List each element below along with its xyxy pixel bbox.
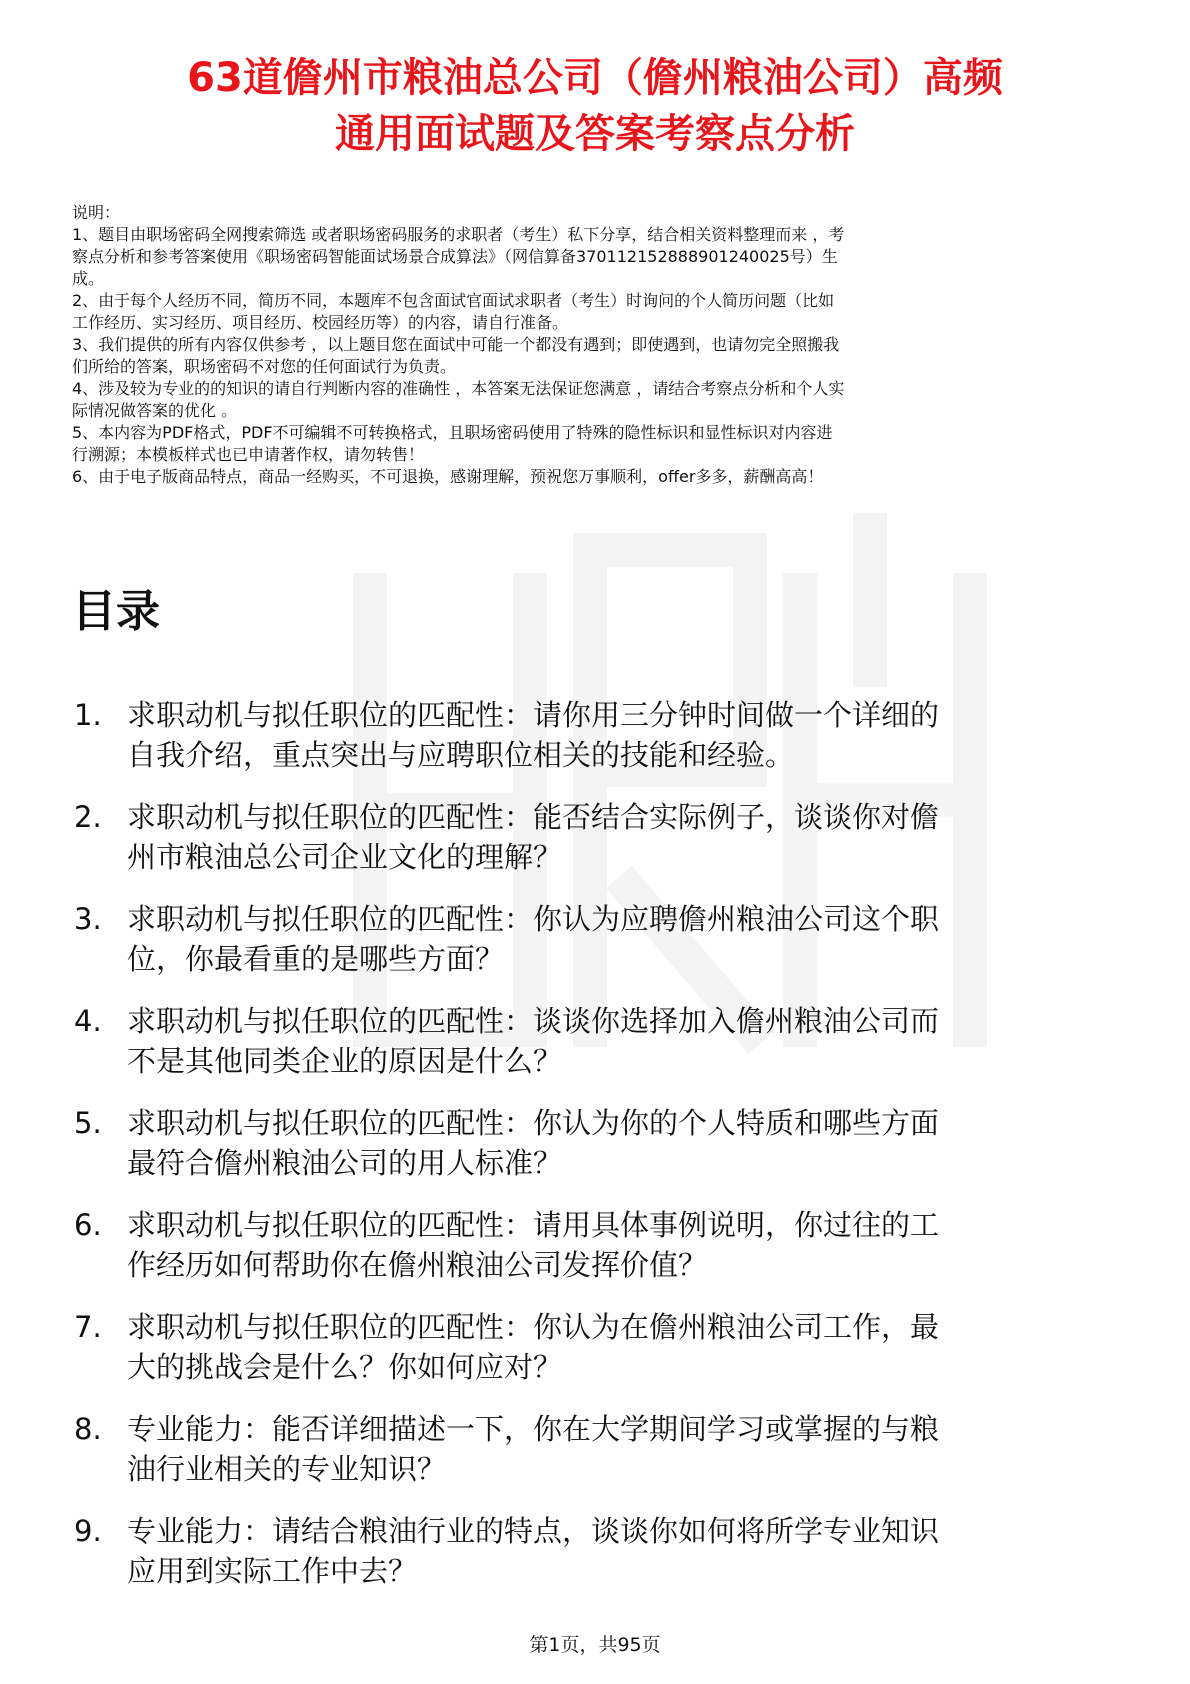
toc-item-text-line-2: 大的挑战会是什么？你如何应对？ xyxy=(127,1350,563,1384)
toc-item-text-line-1: 专业能力：能否详细描述一下，你在大学期间学习或掌握的与粮 xyxy=(127,1412,940,1446)
page-title-line-1: 63道儋州市粮油总公司（儋州粮油公司）高频 xyxy=(187,55,1003,101)
notes-line: 工作经历、实习经历、项目经历、校园经历等）的内容，请自行准备。 xyxy=(72,313,569,332)
toc-item-text-line-1: 求职动机与拟任职位的匹配性：你认为应聘儋州粮油公司这个职 xyxy=(127,902,940,936)
toc-item-3[interactable] xyxy=(72,899,1118,979)
toc-item-9[interactable] xyxy=(72,1511,1118,1591)
toc-item-text-line-2: 不是其他同类企业的原因是什么？ xyxy=(127,1044,563,1078)
notes-line: 成。 xyxy=(72,269,105,288)
toc-list xyxy=(72,695,1118,1613)
page-footer: 第1页，共95页 xyxy=(529,1634,661,1656)
toc-item-text-line-2: 应用到实际工作中去？ xyxy=(127,1554,418,1588)
toc-item-number: 3. xyxy=(74,902,102,936)
toc-item-text-line-1: 求职动机与拟任职位的匹配性：你认为在儋州粮油公司工作，最 xyxy=(127,1310,940,1344)
toc-item-text-line-2: 作经历如何帮助你在儋州粮油公司发挥价值？ xyxy=(127,1248,708,1282)
page-title xyxy=(60,50,1130,162)
toc-item-number: 2. xyxy=(74,800,102,834)
toc-item-7[interactable] xyxy=(72,1307,1118,1387)
toc-item-6[interactable] xyxy=(72,1205,1118,1285)
toc-item-8[interactable] xyxy=(72,1409,1118,1489)
toc-item-4[interactable] xyxy=(72,1001,1118,1081)
notes-line: 2、由于每个人经历不同，简历不同，本题库不包含面试官面试求职者（考生）时询问的个人简历问题（比如 xyxy=(72,291,835,310)
toc-item-text-line-1: 求职动机与拟任职位的匹配性：你认为你的个人特质和哪些方面 xyxy=(127,1106,940,1140)
notes-line: 行溯源；本模板样式也已申请著作权，请勿转售！ xyxy=(72,445,425,464)
toc-heading: 目录 xyxy=(72,586,160,637)
toc-item-text-line-1: 求职动机与拟任职位的匹配性：能否结合实际例子，谈谈你对儋 xyxy=(127,800,940,834)
toc-item-text-line-1: 求职动机与拟任职位的匹配性：请用具体事例说明，你过往的工 xyxy=(127,1208,940,1242)
notes-line: 1、题目由职场密码全网搜索筛选 或者职场密码服务的求职者（考生）私下分享，结合相关资料整理而来 ，考 xyxy=(72,225,845,244)
notes-line: 5、本内容为PDF格式，PDF不可编辑不可转换格式，且职场密码使用了特殊的隐性标识和显性标识对内容进 xyxy=(72,423,833,442)
toc-item-number: 7. xyxy=(74,1310,102,1344)
notes-block xyxy=(72,202,1118,488)
toc-item-1[interactable] xyxy=(72,695,1118,775)
toc-item-text-line-2: 自我介绍，重点突出与应聘职位相关的技能和经验。 xyxy=(127,738,795,772)
notes-line: 际情况做答案的优化 。 xyxy=(72,401,238,420)
toc-item-text-line-2: 油行业相关的专业知识？ xyxy=(127,1452,447,1486)
toc-item-2[interactable] xyxy=(72,797,1118,877)
toc-item-text-line-2: 最符合儋州粮油公司的用人标准？ xyxy=(127,1146,563,1180)
toc-item-5[interactable] xyxy=(72,1103,1118,1183)
toc-item-text-line-1: 专业能力：请结合粮油行业的特点，谈谈你如何将所学专业知识 xyxy=(127,1514,940,1548)
toc-item-number: 1. xyxy=(74,698,102,732)
toc-item-number: 8. xyxy=(74,1412,102,1446)
notes-line: 说明： xyxy=(72,203,121,222)
toc-item-number: 4. xyxy=(74,1004,102,1038)
toc-item-text-line-2: 州市粮油总公司企业文化的理解？ xyxy=(127,840,563,874)
notes-line: 4、涉及较为专业的的知识的请自行判断内容的准确性 ，本答案无法保证您满意 ，请结合考察点分析和个人实 xyxy=(72,379,845,398)
notes-line: 3、我们提供的所有内容仅供参考 ，以上题目您在面试中可能一个都没有遇到；即使遇到，也请勿完全照搬我 xyxy=(72,335,840,354)
toc-item-number: 6. xyxy=(74,1208,102,1242)
page-title-line-2: 通用面试题及答案考察点分析 xyxy=(335,111,855,157)
toc-item-text-line-2: 位，你最看重的是哪些方面？ xyxy=(127,942,505,976)
toc-item-number: 5. xyxy=(74,1106,102,1140)
toc-item-text-line-1: 求职动机与拟任职位的匹配性：谈谈你选择加入儋州粮油公司而 xyxy=(127,1004,940,1038)
notes-line: 6、由于电子版商品特点，商品一经购买，不可退换，感谢理解，预祝您万事顺利，offer多多，薪酬高高！ xyxy=(72,467,824,486)
toc-item-number: 9. xyxy=(74,1514,102,1548)
notes-line: 察点分析和参考答案使用《职场密码智能面试场景合成算法》（网信算备370112152888901240025号）生 xyxy=(72,247,838,266)
toc-item-text-line-1: 求职动机与拟任职位的匹配性：请你用三分钟时间做一个详细的 xyxy=(127,698,940,732)
notes-line: 们所给的答案，职场密码不对您的任何面试行为负责。 xyxy=(72,357,457,376)
